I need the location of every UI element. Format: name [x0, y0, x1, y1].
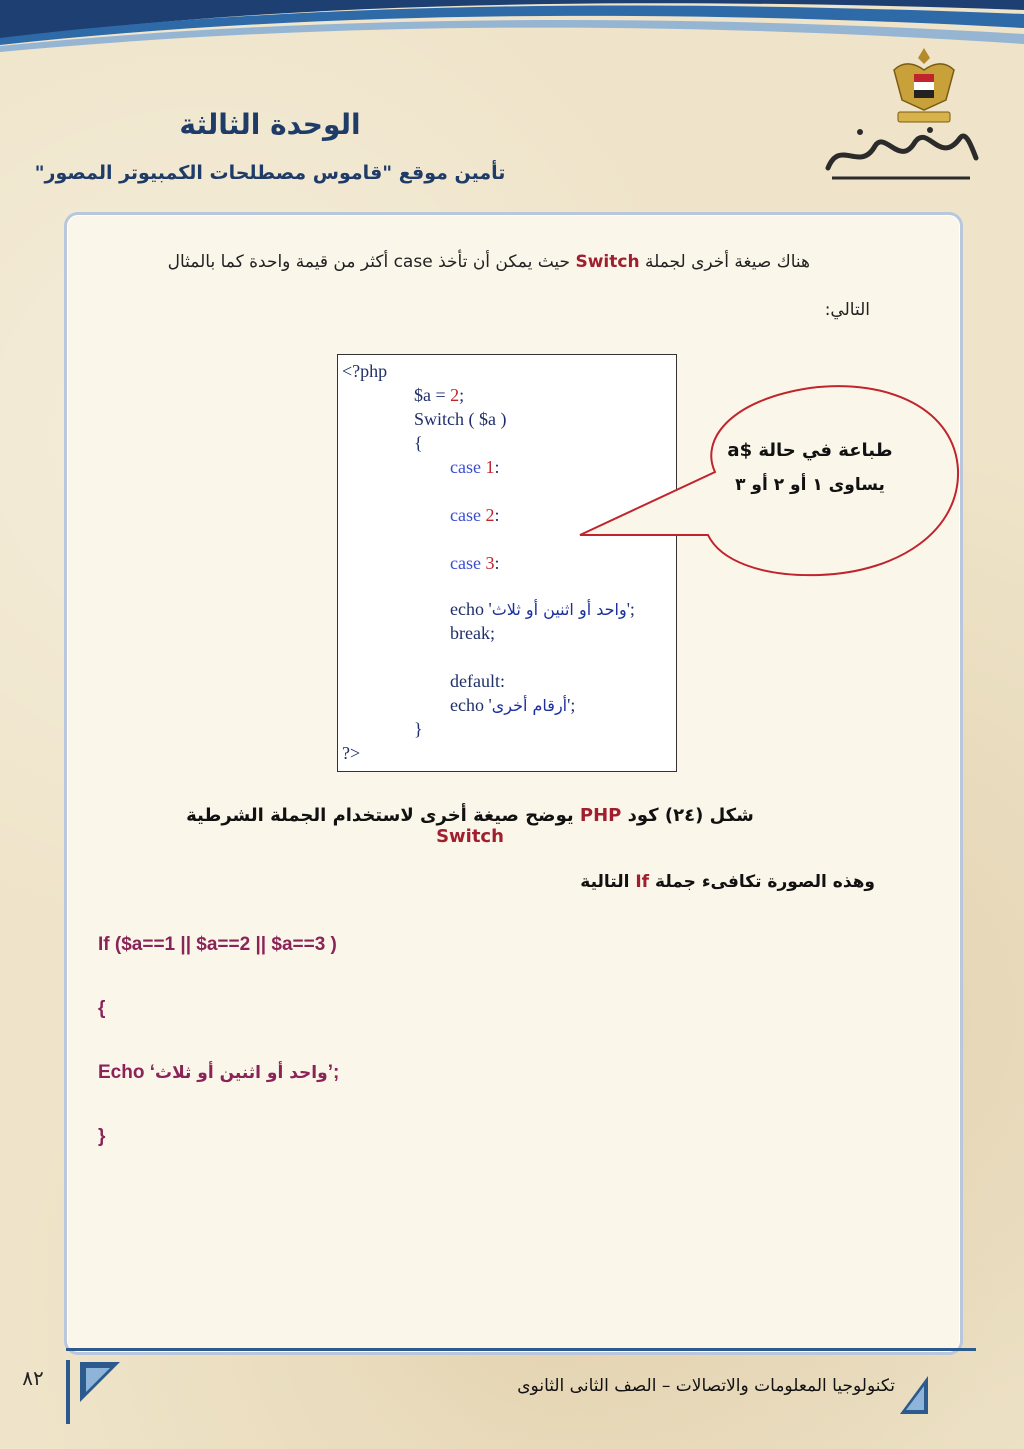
figure-caption: شكل (٢٤) كود PHP يوضح صيغة أخرى لاستخدام الجملة الشرطية Switch: [186, 805, 754, 847]
code-close-tag: ?>: [342, 743, 361, 763]
code-case-1: case 1:: [450, 457, 500, 477]
if-code-line-2: {: [98, 998, 106, 1019]
intro-text-after: حيث يمكن أن تأخذ case أكثر من قيمة واحدة كما بالمثال: [167, 252, 571, 272]
intro-paragraph: [90, 252, 810, 272]
callout-line-1: طباعة في حالة $a: [727, 440, 893, 461]
equivalent-statement: وهذه الصورة تكافىء جملة If التالية: [580, 872, 875, 892]
code-break: break;: [450, 623, 495, 643]
footer-corner-icon: [80, 1362, 120, 1402]
if-code-line-4: }: [98, 1126, 106, 1147]
page-number: ٨٢: [22, 1366, 44, 1390]
intro-text-before: هناك صيغة أخرى لجملة: [644, 252, 810, 272]
footer-corner-icon-right: [900, 1376, 928, 1414]
ministry-logo: [820, 118, 980, 188]
intro-paragraph-end: التالي:: [824, 300, 870, 320]
callout-line-2: يساوى ١ أو ٢ أو ٣: [735, 475, 885, 495]
unit-title: الوحدة الثالثة: [179, 108, 361, 141]
code-echo-1: echo 'واحد أو اثنين أو ثلاث';: [450, 599, 635, 619]
code-case-3: case 3:: [450, 553, 500, 573]
footer-divider: [66, 1348, 976, 1351]
if-code-line-1: If ($a==1 || $a==2 || $a==3 ): [98, 934, 337, 955]
footer-vertical-rule: [66, 1360, 70, 1424]
header-swoosh: [0, 0, 1024, 110]
code-switch-line: Switch ( $a ): [414, 409, 507, 429]
eagle-emblem-icon: [884, 40, 964, 130]
intro-keyword-switch: Switch: [575, 252, 640, 272]
code-case-2: case 2:: [450, 505, 500, 525]
code-default: default:: [450, 671, 505, 691]
if-code-line-3: Echo ‘واحد أو اثنين أو ثلاث’;: [98, 1062, 340, 1083]
code-open-brace: {: [414, 433, 423, 453]
footer-course-title: تكنولوجيا المعلومات والاتصالات – الصف الثانى الثانوى: [517, 1376, 895, 1396]
code-echo-2: echo 'أرقام أخرى';: [450, 695, 576, 715]
code-open-tag: <?php: [342, 361, 388, 381]
code-close-brace: }: [414, 719, 423, 739]
unit-subtitle: تأمين موقع "قاموس مصطلحات الكمبيوتر المصور": [34, 162, 506, 184]
code-assign-line: $a = 2;: [414, 385, 465, 405]
